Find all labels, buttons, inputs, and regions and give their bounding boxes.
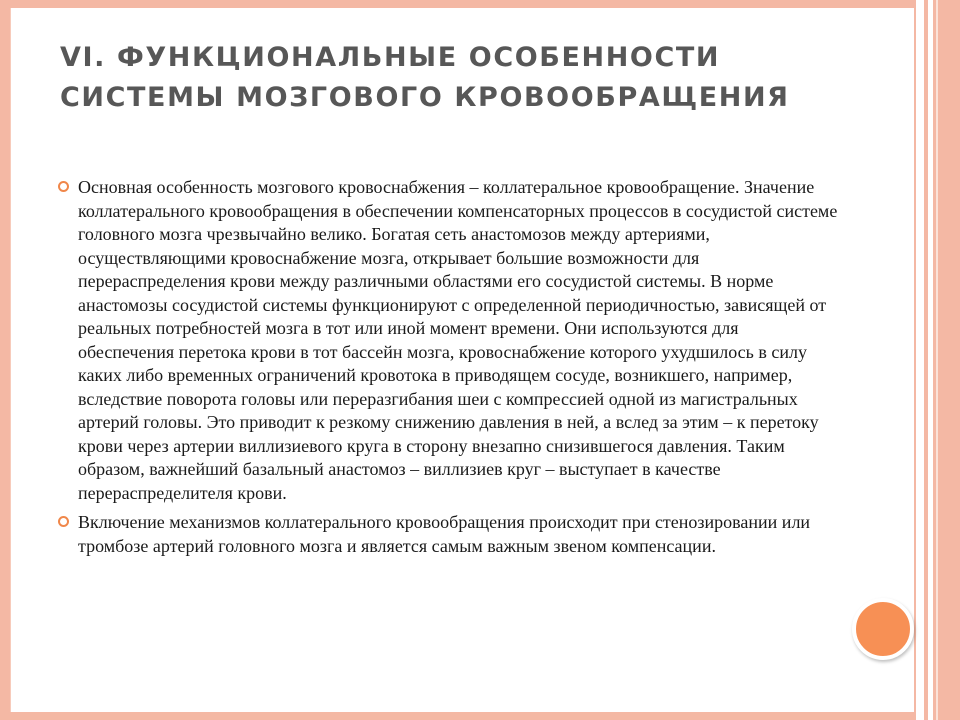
slide-content bbox=[58, 176, 838, 564]
bullet-circle-icon bbox=[58, 516, 69, 527]
bullet-item bbox=[58, 176, 838, 505]
bullet-text: Включение механизмов коллатерального кровообращения происходит при стенозировании или тромбозе артерий головного мозга и является самым важным звеном компенсации. bbox=[78, 512, 811, 556]
decor-circle-icon bbox=[852, 598, 914, 660]
frame-left-border bbox=[0, 0, 10, 720]
slide-title-line: VI. ФУНКЦИОНАЛЬНЫЕ ОСОБЕННОСТИ bbox=[60, 42, 721, 73]
slide-title bbox=[60, 38, 880, 118]
frame-bottom-border bbox=[0, 712, 924, 720]
bullet-text: Основная особенность мозгового кровоснабжения – коллатеральное кровообращение. Значение коллатерального кровообращения в обеспечении компенсаторных процессов в сосудистой системе головного мозга чрезвычайно велико. Богатая сеть анастомозов между артериями, осуществляющими кровоснабжение мозга, открывает большие возможности для перераспределения крови между различными областями его сосудистой системы. В норме анастомозы сосудистой системы функционируют с определенной периодичностью, зависящей от реальных потребностей мозга в тот или иной момент времени. Они используются для обеспечения перетока крови в тот бассейн мозга, кровоснабжение которого ухудшилось в силу каких либо временных ограничений кровотока в приводящем сосуде, возникшего, например, вследствие поворота головы или переразгибания шеи с компрессией одной из магистральных артерий головы. Это приводит к резкому снижению давления в ней, а вслед за этим – к перетоку крови через артерии виллизиевого круга в сторону внезапно снизившегося давления. Таким образом, важнейший базальный анастомоз – виллизиев круг – выступает в качестве перераспределителя крови. bbox=[78, 177, 838, 503]
frame-top-border bbox=[0, 0, 924, 8]
decor-stripe bbox=[936, 0, 938, 720]
slide-title-line: СИСТЕМЫ МОЗГОВОГО КРОВООБРАЩЕНИЯ bbox=[60, 82, 790, 113]
bullet-item bbox=[58, 511, 838, 558]
decor-stripe bbox=[914, 0, 924, 720]
bullet-circle-icon bbox=[58, 181, 69, 192]
